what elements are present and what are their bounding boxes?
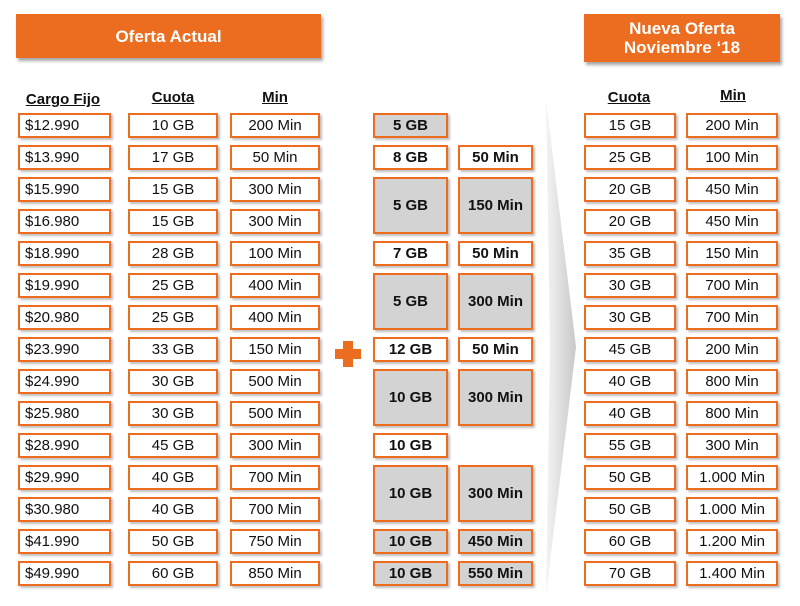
cargo-fijo-cell: $28.990 bbox=[18, 433, 111, 458]
new-min-cell: 200 Min bbox=[686, 337, 778, 362]
new-min-cell: 450 Min bbox=[686, 177, 778, 202]
additional-min-cell: 50 Min bbox=[458, 145, 533, 170]
min-cell: 750 Min bbox=[230, 529, 320, 554]
cuota-cell: 30 GB bbox=[128, 401, 218, 426]
header-min: Min bbox=[262, 89, 288, 106]
header-new-min: Min bbox=[720, 87, 746, 104]
banner-nueva-oferta-line2: Noviembre ‘18 bbox=[623, 38, 741, 57]
cuota-cell: 45 GB bbox=[128, 433, 218, 458]
cargo-fijo-cell: $24.990 bbox=[18, 369, 111, 394]
new-cuota-cell: 70 GB bbox=[584, 561, 676, 586]
new-min-cell: 800 Min bbox=[686, 401, 778, 426]
new-min-cell: 450 Min bbox=[686, 209, 778, 234]
cuota-cell: 17 GB bbox=[128, 145, 218, 170]
min-cell: 300 Min bbox=[230, 177, 320, 202]
new-min-cell: 150 Min bbox=[686, 241, 778, 266]
additional-gb-cell: 5 GB bbox=[373, 113, 448, 138]
min-cell: 150 Min bbox=[230, 337, 320, 362]
banner-nueva-oferta bbox=[584, 14, 780, 62]
banner-oferta-actual bbox=[16, 14, 321, 58]
new-min-cell: 1.200 Min bbox=[686, 529, 778, 554]
cargo-fijo-cell: $13.990 bbox=[18, 145, 111, 170]
new-min-cell: 1.400 Min bbox=[686, 561, 778, 586]
cargo-fijo-cell: $49.990 bbox=[18, 561, 111, 586]
cargo-fijo-cell: $25.980 bbox=[18, 401, 111, 426]
new-cuota-cell: 20 GB bbox=[584, 177, 676, 202]
cuota-cell: 33 GB bbox=[128, 337, 218, 362]
new-min-cell: 300 Min bbox=[686, 433, 778, 458]
min-cell: 100 Min bbox=[230, 241, 320, 266]
additional-gb-cell: 10 GB bbox=[373, 561, 448, 586]
cargo-fijo-cell: $16.980 bbox=[18, 209, 111, 234]
cuota-cell: 50 GB bbox=[128, 529, 218, 554]
new-cuota-cell: 55 GB bbox=[584, 433, 676, 458]
new-cuota-cell: 50 GB bbox=[584, 497, 676, 522]
min-cell: 50 Min bbox=[230, 145, 320, 170]
new-cuota-cell: 45 GB bbox=[584, 337, 676, 362]
cuota-cell: 15 GB bbox=[128, 177, 218, 202]
new-min-cell: 700 Min bbox=[686, 305, 778, 330]
min-cell: 300 Min bbox=[230, 209, 320, 234]
cargo-fijo-cell: $30.980 bbox=[18, 497, 111, 522]
min-cell: 850 Min bbox=[230, 561, 320, 586]
new-min-cell: 1.000 Min bbox=[686, 497, 778, 522]
cargo-fijo-cell: $12.990 bbox=[18, 113, 111, 138]
additional-gb-cell: 10 GB bbox=[373, 529, 448, 554]
additional-min-cell: 50 Min bbox=[458, 241, 533, 266]
cargo-fijo-cell: $41.990 bbox=[18, 529, 111, 554]
cuota-cell: 60 GB bbox=[128, 561, 218, 586]
cargo-fijo-cell: $15.990 bbox=[18, 177, 111, 202]
new-cuota-cell: 30 GB bbox=[584, 305, 676, 330]
min-cell: 400 Min bbox=[230, 305, 320, 330]
new-cuota-cell: 50 GB bbox=[584, 465, 676, 490]
cuota-cell: 40 GB bbox=[128, 465, 218, 490]
additional-min-cell: 300 Min bbox=[458, 369, 533, 426]
cargo-fijo-cell: $23.990 bbox=[18, 337, 111, 362]
additional-gb-cell: 5 GB bbox=[373, 273, 448, 330]
additional-gb-cell: 10 GB bbox=[373, 433, 448, 458]
additional-gb-cell: 8 GB bbox=[373, 145, 448, 170]
new-cuota-cell: 40 GB bbox=[584, 369, 676, 394]
new-cuota-cell: 60 GB bbox=[584, 529, 676, 554]
additional-min-cell: 300 Min bbox=[458, 465, 533, 522]
new-min-cell: 100 Min bbox=[686, 145, 778, 170]
new-cuota-cell: 40 GB bbox=[584, 401, 676, 426]
header-new-cuota: Cuota bbox=[607, 89, 651, 106]
cuota-cell: 28 GB bbox=[128, 241, 218, 266]
arrow-right-icon bbox=[546, 100, 576, 600]
additional-gb-cell: 5 GB bbox=[373, 177, 448, 234]
additional-gb-cell: 10 GB bbox=[373, 369, 448, 426]
additional-gb-cell: 10 GB bbox=[373, 465, 448, 522]
cargo-fijo-cell: $18.990 bbox=[18, 241, 111, 266]
cargo-fijo-cell: $29.990 bbox=[18, 465, 111, 490]
header-cargo-fijo: Cargo Fijo bbox=[25, 91, 101, 108]
cargo-fijo-cell: $19.990 bbox=[18, 273, 111, 298]
additional-min-cell: 550 Min bbox=[458, 561, 533, 586]
new-cuota-cell: 35 GB bbox=[584, 241, 676, 266]
new-min-cell: 200 Min bbox=[686, 113, 778, 138]
additional-min-cell: 450 Min bbox=[458, 529, 533, 554]
new-cuota-cell: 15 GB bbox=[584, 113, 676, 138]
new-cuota-cell: 30 GB bbox=[584, 273, 676, 298]
new-cuota-cell: 20 GB bbox=[584, 209, 676, 234]
min-cell: 200 Min bbox=[230, 113, 320, 138]
header-cuota: Cuota bbox=[151, 89, 195, 106]
cuota-cell: 10 GB bbox=[128, 113, 218, 138]
cuota-cell: 40 GB bbox=[128, 497, 218, 522]
banner-nueva-oferta-line1: Nueva Oferta bbox=[629, 19, 735, 38]
new-min-cell: 800 Min bbox=[686, 369, 778, 394]
min-cell: 500 Min bbox=[230, 401, 320, 426]
additional-gb-cell: 7 GB bbox=[373, 241, 448, 266]
min-cell: 500 Min bbox=[230, 369, 320, 394]
additional-min-cell: 150 Min bbox=[458, 177, 533, 234]
cuota-cell: 30 GB bbox=[128, 369, 218, 394]
cargo-fijo-cell: $20.980 bbox=[18, 305, 111, 330]
cuota-cell: 15 GB bbox=[128, 209, 218, 234]
cuota-cell: 25 GB bbox=[128, 273, 218, 298]
min-cell: 300 Min bbox=[230, 433, 320, 458]
new-min-cell: 1.000 Min bbox=[686, 465, 778, 490]
additional-min-cell: 50 Min bbox=[458, 337, 533, 362]
min-cell: 400 Min bbox=[230, 273, 320, 298]
additional-min-cell: 300 Min bbox=[458, 273, 533, 330]
min-cell: 700 Min bbox=[230, 465, 320, 490]
min-cell: 700 Min bbox=[230, 497, 320, 522]
additional-gb-cell: 12 GB bbox=[373, 337, 448, 362]
new-min-cell: 700 Min bbox=[686, 273, 778, 298]
new-cuota-cell: 25 GB bbox=[584, 145, 676, 170]
cuota-cell: 25 GB bbox=[128, 305, 218, 330]
banner-oferta-actual-label: Oferta Actual bbox=[115, 26, 222, 46]
